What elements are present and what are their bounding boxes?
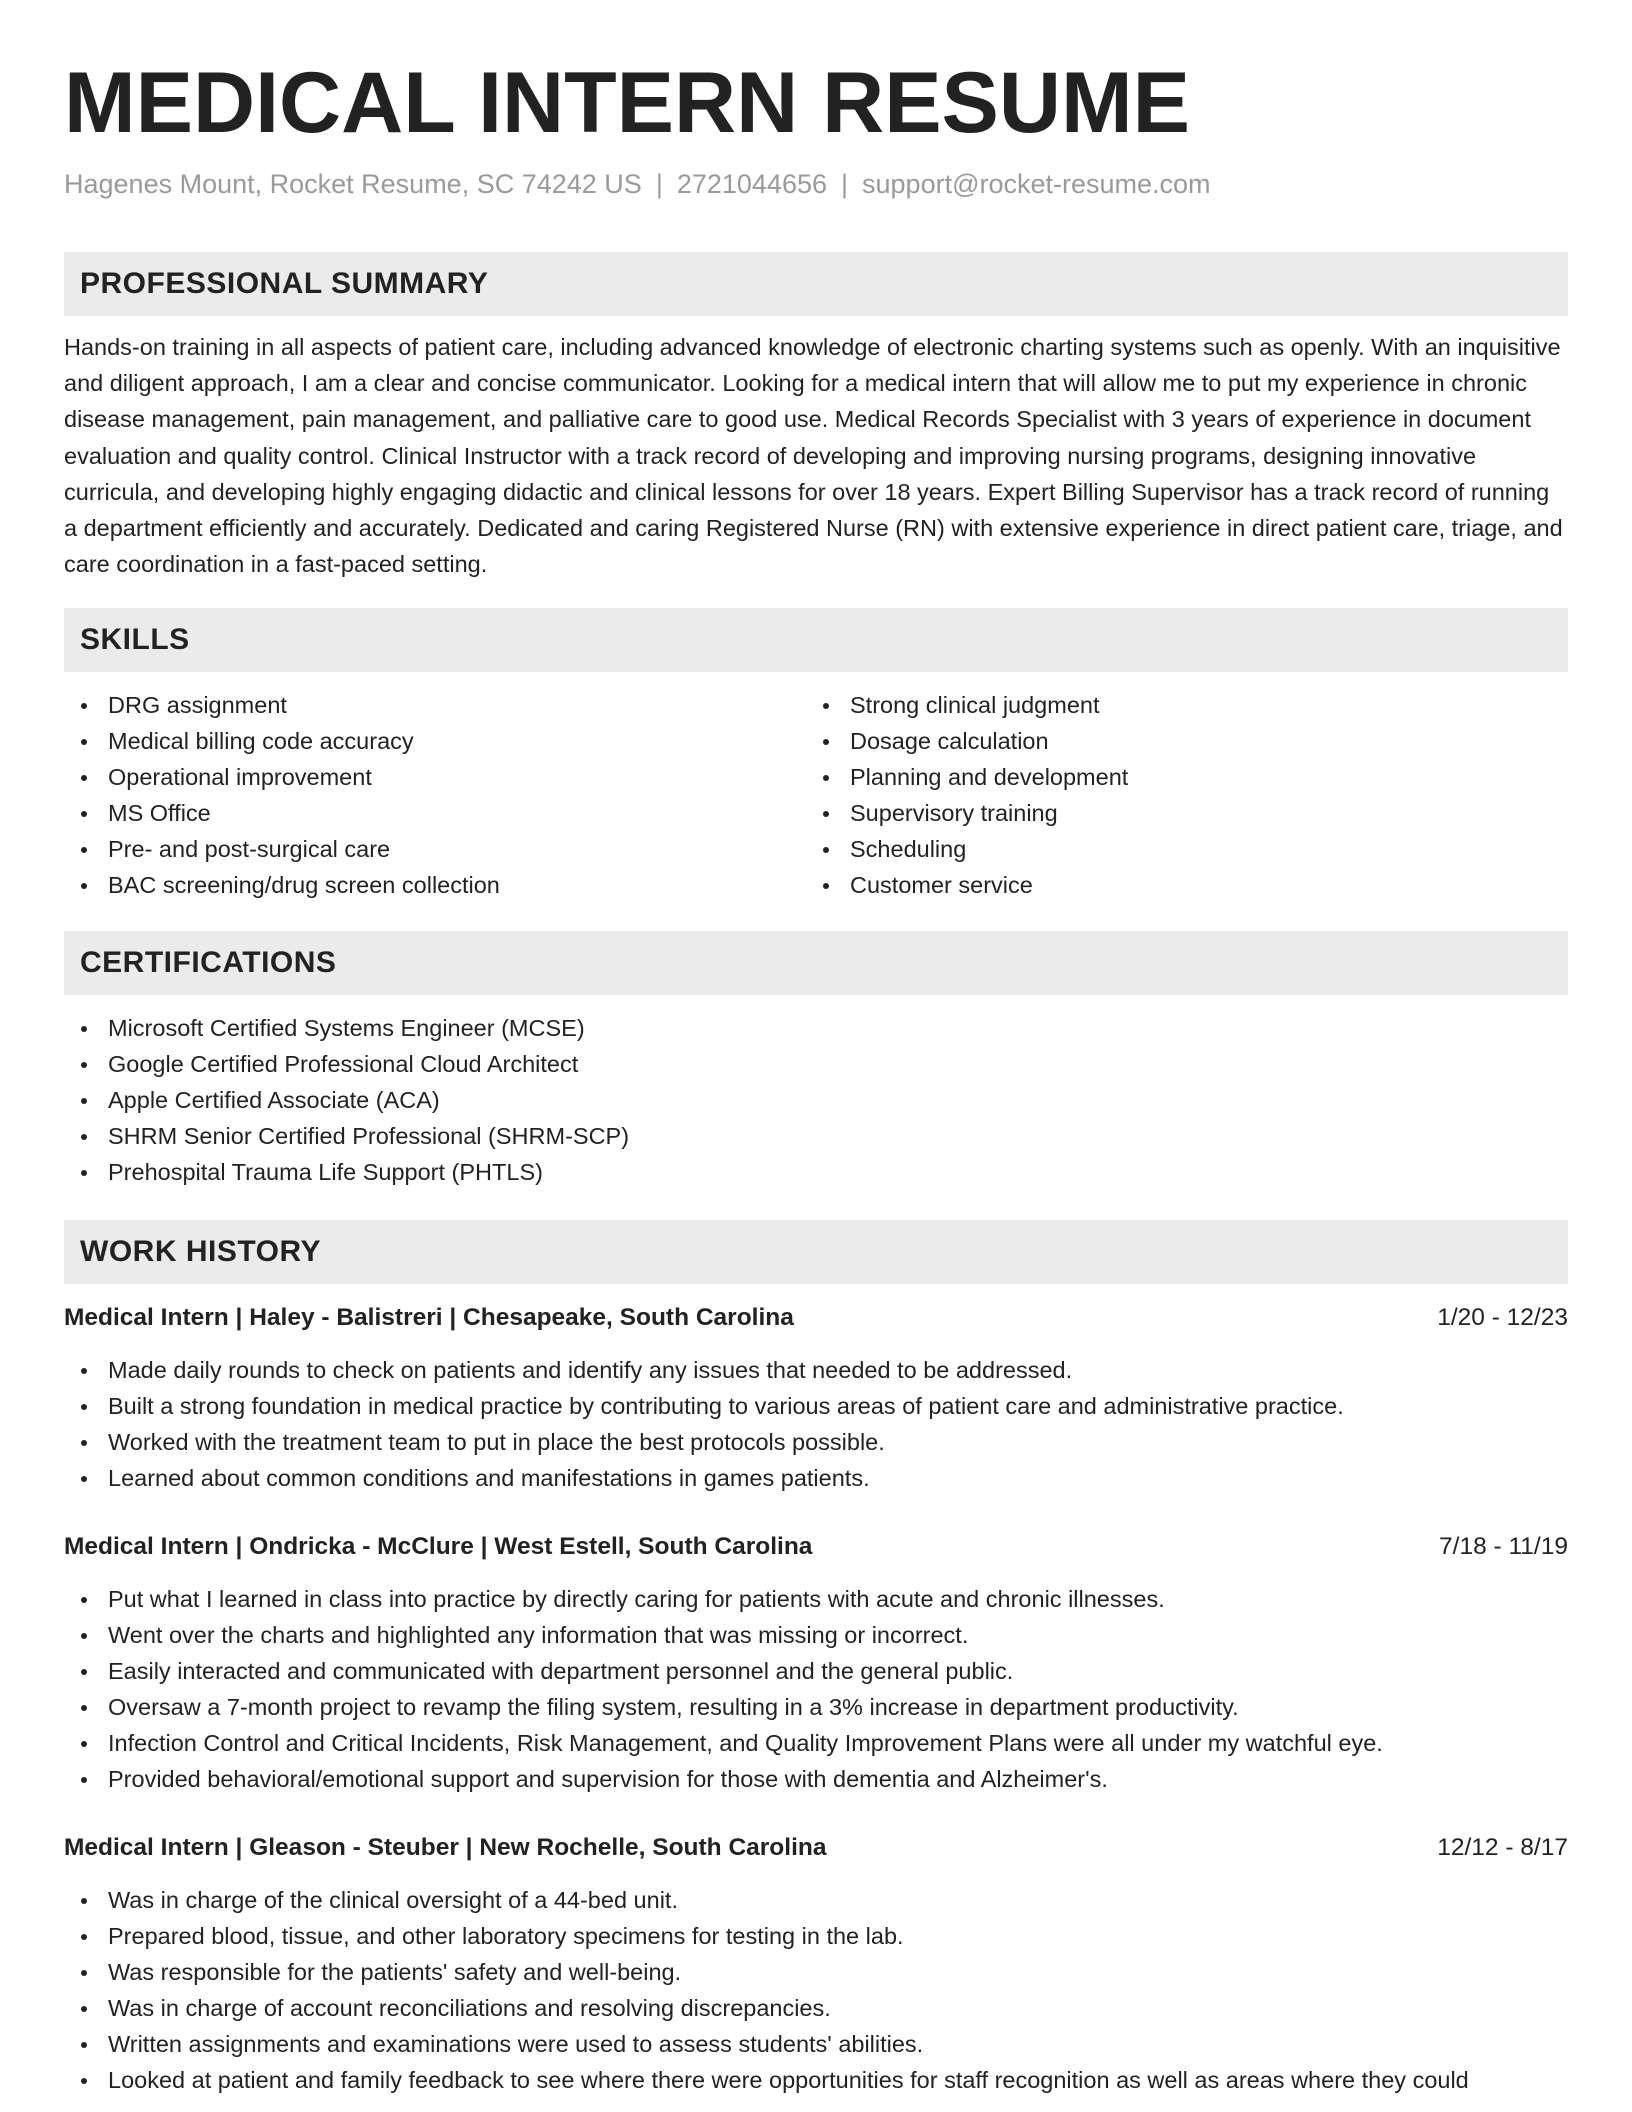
job-bullet: Oversaw a 7-month project to revamp the filing system, resulting in a 3% increase in department productivity.	[64, 1689, 1568, 1725]
contact-separator: |	[655, 169, 663, 199]
skill-item: MS Office	[64, 795, 806, 831]
job-dates: 1/20 - 12/23	[1437, 1304, 1568, 1332]
skill-item: Customer service	[806, 867, 1548, 903]
job-header	[64, 1830, 1568, 1866]
job-title: Medical Intern | Haley - Balistreri | Chesapeake, South Carolina	[64, 1304, 794, 1332]
job-bullet: Easily interacted and communicated with department personnel and the general public.	[64, 1653, 1568, 1689]
skills-column-left	[64, 687, 806, 903]
certification-item: Apple Certified Associate (ACA)	[64, 1082, 1568, 1118]
certification-item: Google Certified Professional Cloud Architect	[64, 1046, 1568, 1082]
job-header	[64, 1529, 1568, 1565]
certifications-list	[64, 1010, 1568, 1190]
job-bullet: Looked at patient and family feedback to see where there were opportunities for staff recognition as well as areas where they could	[64, 2062, 1568, 2098]
job-entry	[64, 1300, 1568, 1496]
job-bullet: Provided behavioral/emotional support and supervision for those with dementia and Alzheimer's.	[64, 1761, 1568, 1797]
summary-heading: PROFESSIONAL SUMMARY	[64, 252, 1568, 316]
skill-item: BAC screening/drug screen collection	[64, 867, 806, 903]
certification-item: SHRM Senior Certified Professional (SHRM-SCP)	[64, 1118, 1568, 1154]
skill-item: Pre- and post-surgical care	[64, 831, 806, 867]
job-bullet: Prepared blood, tissue, and other laboratory specimens for testing in the lab.	[64, 1918, 1568, 1954]
job-bullets	[64, 1882, 1568, 2098]
job-bullet: Worked with the treatment team to put in place the best protocols possible.	[64, 1424, 1568, 1460]
summary-text: Hands-on training in all aspects of patient care, including advanced knowledge of electronic charting systems such as openly. With an inquisitive and diligent approach, I am a clear and concise communicator. Looking for a medical intern that will allow me to put my experience in chronic disease management, pain management, and palliative care to good use. Medical Records Specialist with 3 years of experience in document evaluation and quality control. Clinical Instructor with a track record of developing and improving nursing programs, designing innovative curricula, and developing highly engaging didactic and clinical lessons for over 18 years. Expert Billing Supervisor has a track record of running a department efficiently and accurately. Dedicated and caring Registered Nurse (RN) with extensive experience in direct patient care, triage, and care coordination in a fast-paced setting.	[64, 334, 1563, 578]
job-bullet: Learned about common conditions and manifestations in games patients.	[64, 1460, 1568, 1496]
job-bullet: Built a strong foundation in medical practice by contributing to various areas of patient care and administrative practice.	[64, 1388, 1568, 1424]
job-bullet: Infection Control and Critical Incidents, Risk Management, and Quality Improvement Plans were all under my watchful eye.	[64, 1725, 1568, 1761]
job-bullet: Was in charge of the clinical oversight of a 44-bed unit.	[64, 1882, 1568, 1918]
contact-email: support@rocket-resume.com	[862, 169, 1211, 199]
skill-item: Dosage calculation	[806, 723, 1548, 759]
job-title: Medical Intern | Gleason - Steuber | New Rochelle, South Carolina	[64, 1834, 827, 1862]
skill-item: Medical billing code accuracy	[64, 723, 806, 759]
certifications-heading: CERTIFICATIONS	[64, 931, 1568, 995]
job-bullets	[64, 1581, 1568, 1797]
skills-list	[64, 687, 1568, 903]
job-entry	[64, 1830, 1568, 2098]
skill-item: Strong clinical judgment	[806, 687, 1548, 723]
contact-line	[64, 166, 1568, 202]
certification-item: Microsoft Certified Systems Engineer (MCSE)	[64, 1010, 1568, 1046]
skills-column-right	[806, 687, 1548, 903]
skills-heading: SKILLS	[64, 608, 1568, 672]
job-dates: 12/12 - 8/17	[1437, 1834, 1568, 1862]
job-title: Medical Intern | Ondricka - McClure | West Estell, South Carolina	[64, 1533, 813, 1561]
job-bullet: Went over the charts and highlighted any information that was missing or incorrect.	[64, 1617, 1568, 1653]
contact-separator: |	[841, 169, 849, 199]
job-bullet: Was in charge of account reconciliations and resolving discrepancies.	[64, 1990, 1568, 2026]
skill-item: DRG assignment	[64, 687, 806, 723]
job-bullet: Written assignments and examinations were used to assess students' abilities.	[64, 2026, 1568, 2062]
job-header	[64, 1300, 1568, 1336]
job-bullet: Was responsible for the patients' safety and well-being.	[64, 1954, 1568, 1990]
work-history-heading: WORK HISTORY	[64, 1220, 1568, 1284]
job-dates: 7/18 - 11/19	[1439, 1533, 1568, 1561]
contact-address: Hagenes Mount, Rocket Resume, SC 74242 US	[64, 169, 642, 199]
contact-phone: 2721044656	[676, 169, 827, 199]
job-entry	[64, 1529, 1568, 1797]
skill-item: Planning and development	[806, 759, 1548, 795]
job-bullet: Put what I learned in class into practice by directly caring for patients with acute and chronic illnesses.	[64, 1581, 1568, 1617]
job-bullets	[64, 1352, 1568, 1496]
skill-item: Operational improvement	[64, 759, 806, 795]
job-bullet: Made daily rounds to check on patients and identify any issues that needed to be addressed.	[64, 1352, 1568, 1388]
skill-item: Supervisory training	[806, 795, 1548, 831]
skill-item: Scheduling	[806, 831, 1548, 867]
certification-item: Prehospital Trauma Life Support (PHTLS)	[64, 1154, 1568, 1190]
resume-page	[64, 0, 1568, 2098]
resume-title: MEDICAL INTERN RESUME	[64, 55, 1191, 151]
